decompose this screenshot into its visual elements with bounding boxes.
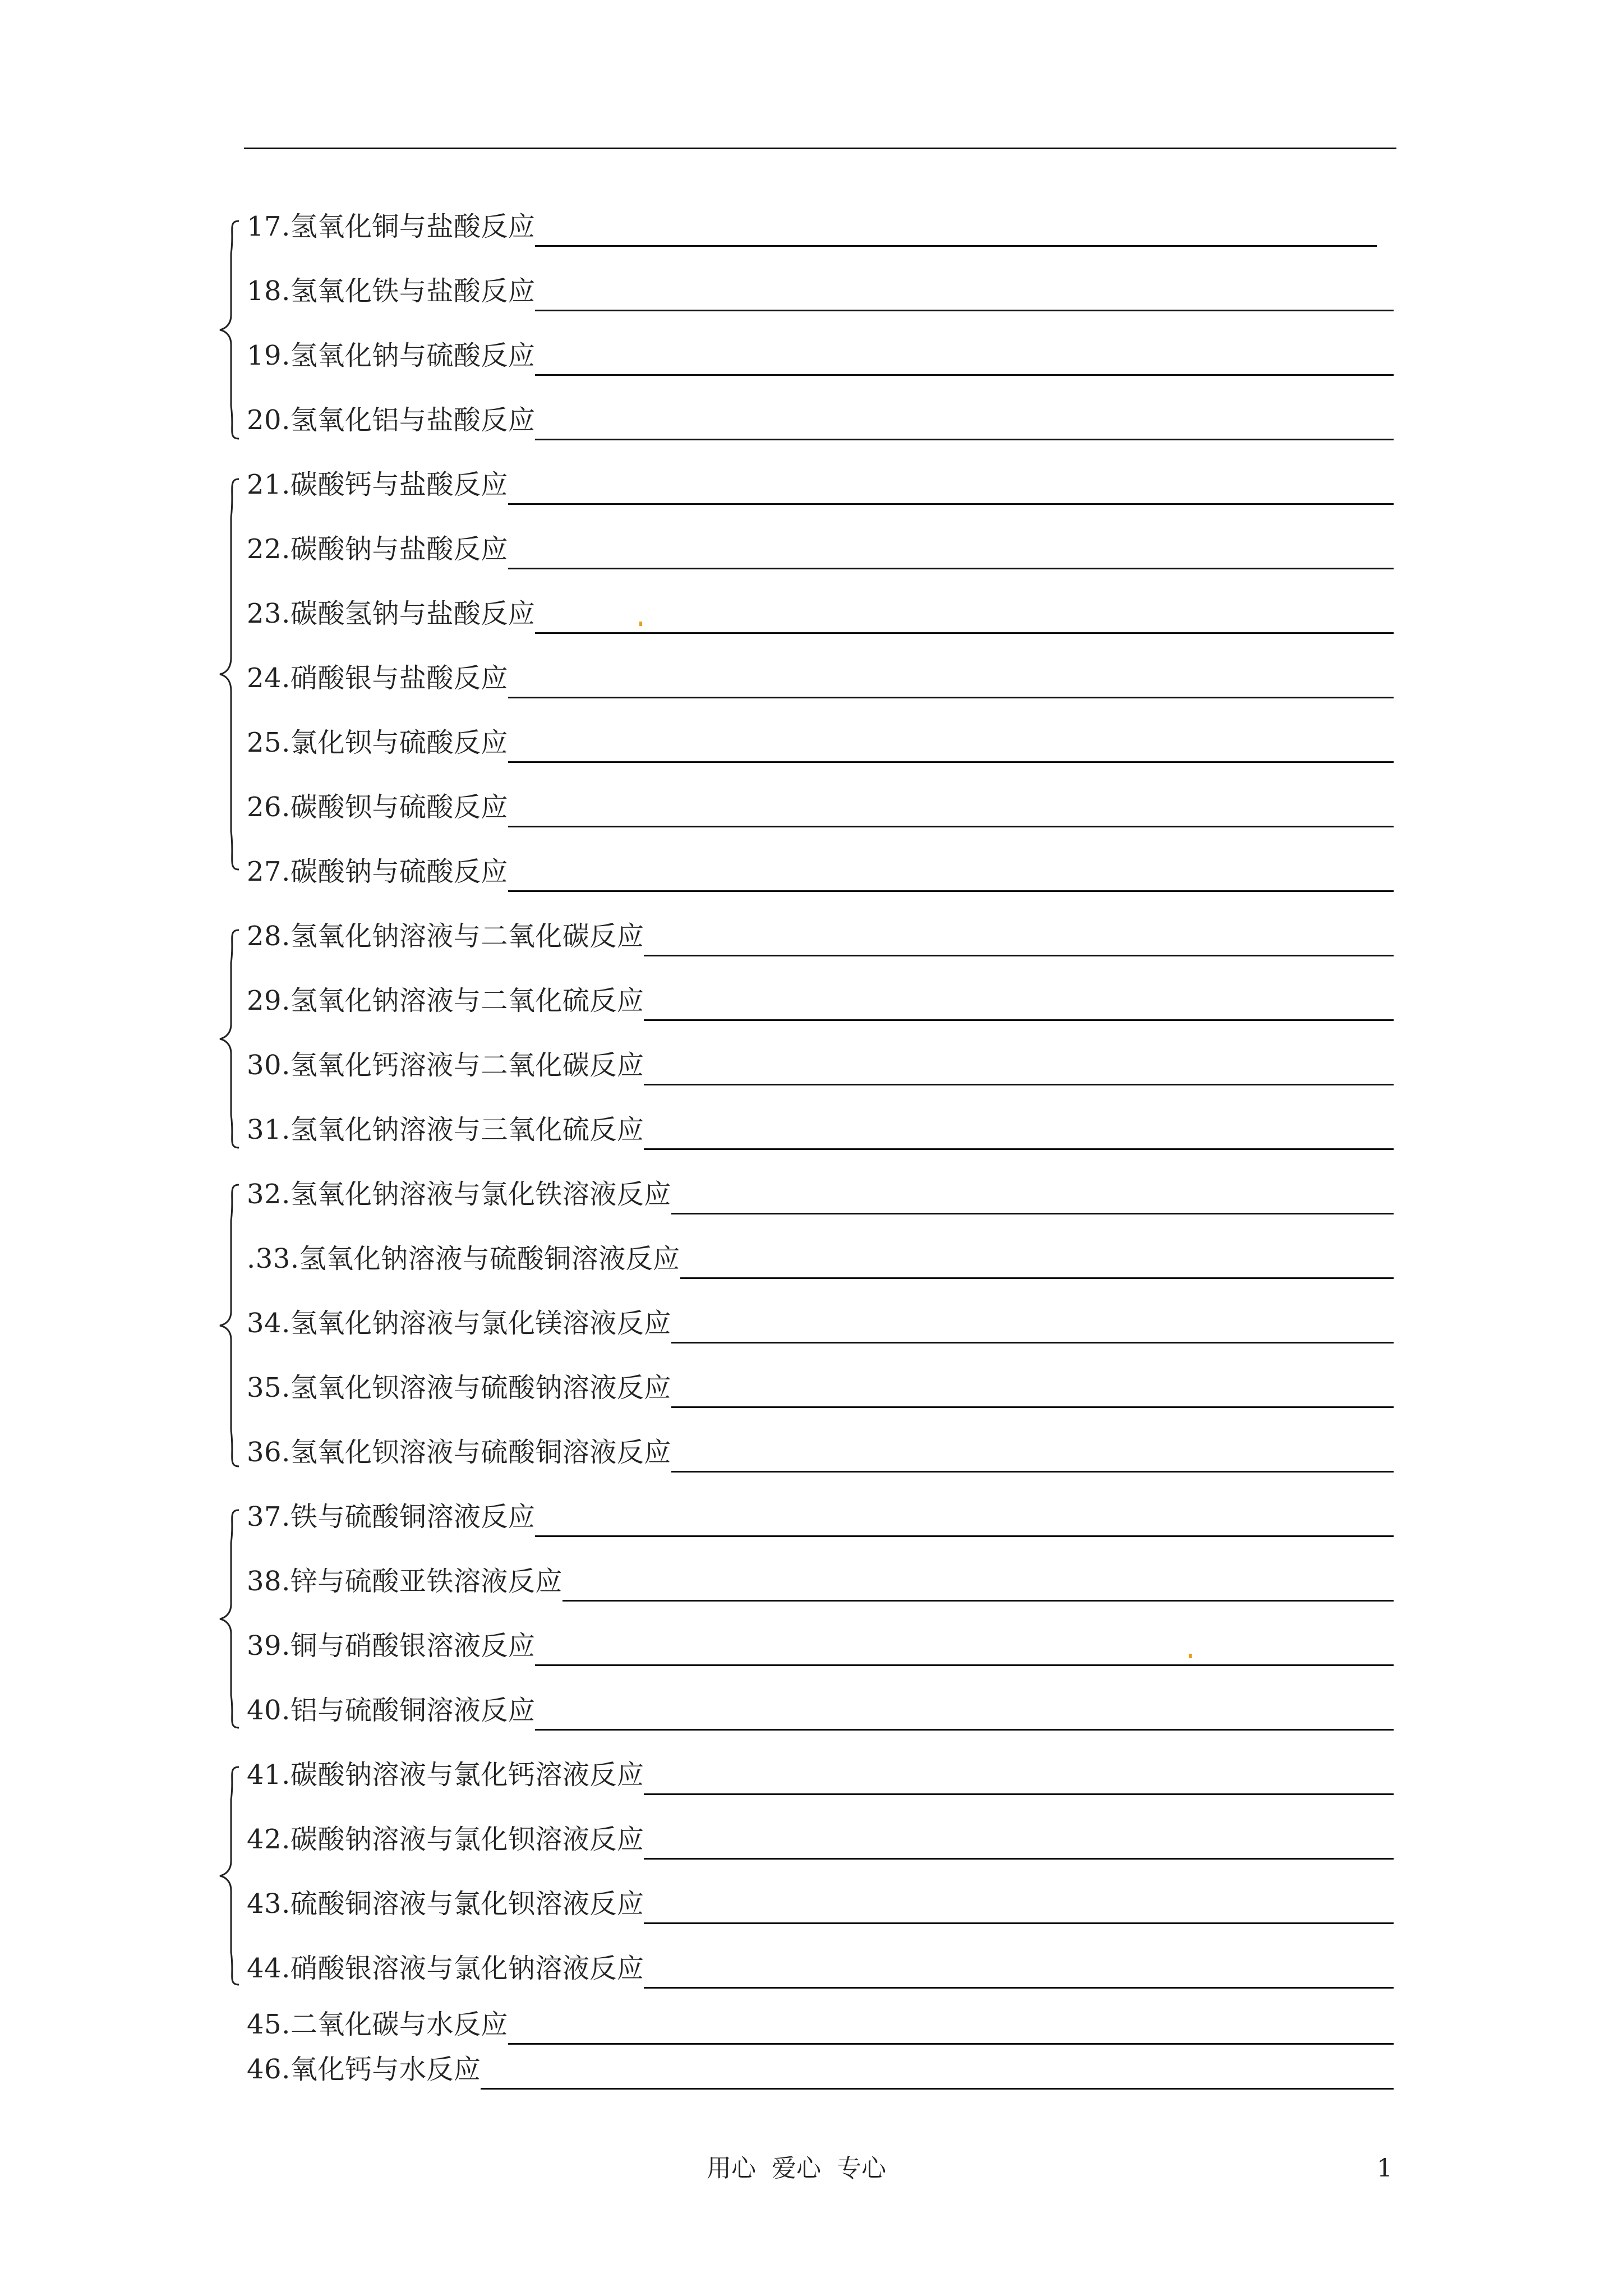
question-row: [247, 1756, 1394, 1795]
question-label: 32.氢氧化钠溶液与氯化铁溶液反应: [247, 1179, 671, 1210]
answer-blank[interactable]: [644, 1084, 1394, 1085]
question-row: [247, 337, 1394, 376]
question-label: 37.铁与硫酸铜溶液反应: [247, 1501, 536, 1533]
answer-blank[interactable]: [644, 1793, 1394, 1795]
question-row: [247, 2005, 1394, 2045]
question-label: 42.碳酸钠溶液与氯化钡溶液反应: [247, 1824, 644, 1855]
question-label: 21.碳酸钙与盐酸反应: [247, 469, 508, 500]
answer-blank[interactable]: [535, 1729, 1394, 1731]
question-row: [247, 1498, 1394, 1537]
question-row: [247, 1885, 1394, 1924]
answer-blank[interactable]: [535, 245, 1377, 247]
question-row: [247, 2050, 1394, 2090]
answer-blank[interactable]: [644, 1858, 1394, 1860]
answer-blank[interactable]: [535, 1664, 1394, 1666]
answer-blank[interactable]: [644, 1019, 1394, 1021]
question-row: [247, 1691, 1394, 1731]
question-row: [247, 1046, 1394, 1085]
answer-blank[interactable]: [535, 439, 1394, 440]
question-row: [247, 724, 1394, 763]
answer-blank[interactable]: [671, 1406, 1394, 1408]
question-row: [247, 917, 1394, 956]
answer-blank[interactable]: [481, 2088, 1394, 2090]
answer-blank[interactable]: [508, 503, 1394, 505]
question-label: 41.碳酸钠溶液与氯化钙溶液反应: [247, 1759, 644, 1791]
question-label: 43.硫酸铜溶液与氯化钡溶液反应: [247, 1888, 644, 1920]
question-label: 46.氧化钙与水反应: [247, 2054, 481, 2085]
group-brace-17-20: [219, 220, 241, 440]
answer-blank[interactable]: [535, 1535, 1394, 1537]
question-row: [247, 530, 1394, 569]
group-brace-28-31: [219, 929, 241, 1149]
answer-blank[interactable]: [644, 955, 1394, 956]
question-label: 30.氢氧化钙溶液与二氧化碳反应: [247, 1050, 644, 1081]
answer-blank[interactable]: [508, 761, 1394, 763]
question-row: [247, 788, 1394, 827]
header-rule: [244, 148, 1396, 149]
question-label: 20.氢氧化铝与盐酸反应: [247, 404, 536, 436]
answer-blank[interactable]: [508, 697, 1394, 698]
answer-blank[interactable]: [508, 568, 1394, 569]
question-label: 29.氢氧化钠溶液与二氧化硫反应: [247, 985, 644, 1016]
question-label: 17.氢氧化铜与盐酸反应: [247, 211, 536, 242]
answer-blank[interactable]: [644, 1922, 1394, 1924]
group-brace-37-40: [219, 1509, 241, 1729]
answer-blank[interactable]: [508, 826, 1394, 827]
question-label: 23.碳酸氢钠与盐酸反应: [247, 598, 536, 629]
page-number: 1: [1377, 2154, 1393, 2183]
answer-blank[interactable]: [644, 1148, 1394, 1150]
question-label: 45.二氧化碳与水反应: [247, 2009, 508, 2040]
question-label: 38.锌与硫酸亚铁溶液反应: [247, 1566, 562, 1597]
question-row: [247, 208, 1377, 247]
question-label: 19.氢氧化钠与硫酸反应: [247, 340, 536, 371]
answer-blank[interactable]: [535, 374, 1394, 376]
question-row: [247, 595, 1394, 634]
question-label: 26.碳酸钡与硫酸反应: [247, 792, 508, 823]
question-row: [247, 272, 1394, 311]
answer-blank[interactable]: [680, 1277, 1394, 1279]
question-row: [247, 1369, 1394, 1408]
answer-blank[interactable]: [671, 1213, 1394, 1214]
question-row: [247, 659, 1394, 698]
question-row: [247, 982, 1394, 1021]
question-label: 34.氢氧化钠溶液与氯化镁溶液反应: [247, 1308, 671, 1339]
question-row: [247, 1240, 1394, 1279]
answer-blank[interactable]: [562, 1600, 1394, 1602]
question-label: 25.氯化钡与硫酸反应: [247, 727, 508, 758]
question-label: 40.铝与硫酸铜溶液反应: [247, 1695, 536, 1726]
question-label: 27.碳酸钠与硫酸反应: [247, 856, 508, 887]
question-row: [247, 1433, 1394, 1473]
group-brace-21-27: [219, 478, 241, 871]
question-label: 39.铜与硝酸银溶液反应: [247, 1630, 536, 1662]
question-row: [247, 1949, 1394, 1989]
question-label: .33.氢氧化钠溶液与硫酸铜溶液反应: [247, 1243, 680, 1274]
question-label: 31.氢氧化钠溶液与三氧化硫反应: [247, 1114, 644, 1145]
question-label: 18.氢氧化铁与盐酸反应: [247, 275, 536, 307]
question-label: 24.硝酸银与盐酸反应: [247, 662, 508, 694]
question-row: [247, 401, 1394, 440]
question-row: [247, 853, 1394, 892]
question-row: [247, 1627, 1394, 1666]
group-brace-41-44: [219, 1766, 241, 1986]
group-brace-32-36: [219, 1184, 241, 1467]
question-row: [247, 1304, 1394, 1343]
question-label: 35.氢氧化钡溶液与硫酸钠溶液反应: [247, 1372, 671, 1404]
answer-blank[interactable]: [671, 1342, 1394, 1343]
answer-blank[interactable]: [508, 890, 1394, 892]
answer-blank[interactable]: [644, 1987, 1394, 1989]
answer-blank[interactable]: [671, 1471, 1394, 1473]
question-label: 28.氢氧化钠溶液与二氧化碳反应: [247, 921, 644, 952]
answer-blank[interactable]: [535, 632, 1394, 634]
question-label: 22.碳酸钠与盐酸反应: [247, 533, 508, 565]
footer-motto: 用心 爱心 专心: [707, 2154, 886, 2183]
question-label: 36.氢氧化钡溶液与硫酸铜溶液反应: [247, 1437, 671, 1468]
answer-blank[interactable]: [535, 310, 1394, 311]
answer-blank[interactable]: [508, 2043, 1394, 2045]
stray-mark: [1189, 1654, 1192, 1658]
stray-mark: [639, 622, 642, 626]
question-row: [247, 1820, 1394, 1860]
question-label: 44.硝酸银溶液与氯化钠溶液反应: [247, 1953, 644, 1984]
question-row: [247, 1562, 1394, 1602]
question-row: [247, 1175, 1394, 1214]
question-row: [247, 466, 1394, 505]
question-row: [247, 1111, 1394, 1150]
